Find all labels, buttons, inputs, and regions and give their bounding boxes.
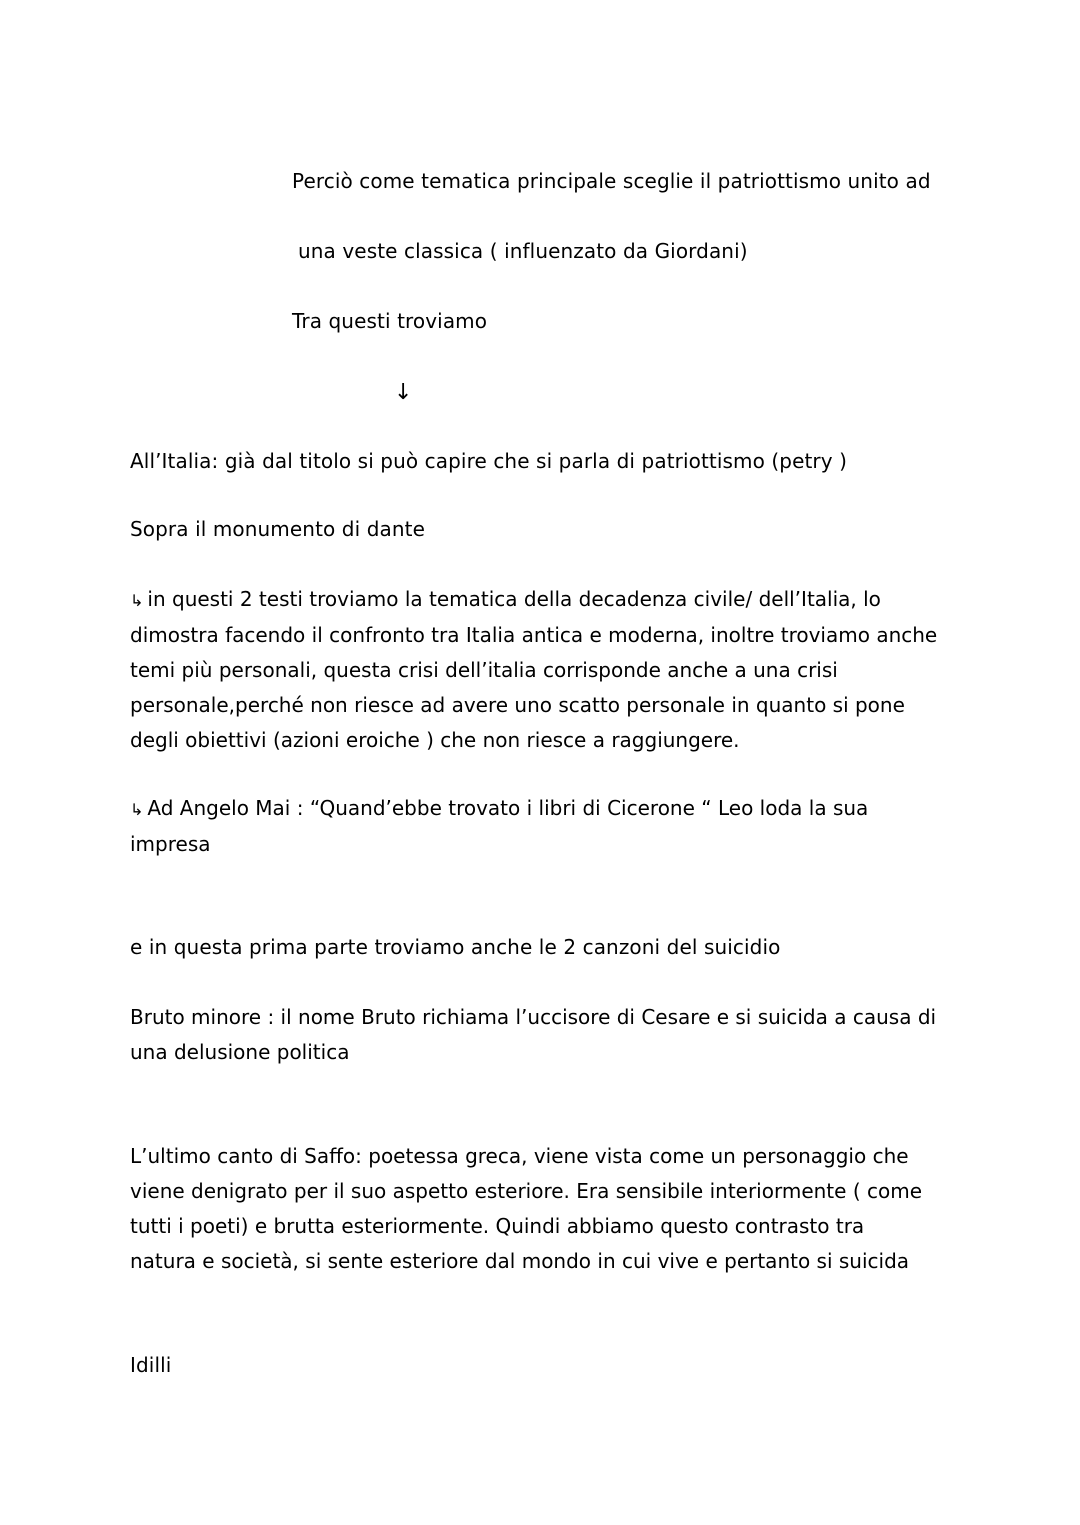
all-italia-line: All’Italia: già dal titolo si può capire che si parla di patriottismo (petry ) [130, 449, 848, 473]
decadenza-text: in questi 2 testi troviamo la tematica della decadenza civile/ dell’Italia, lo dimostra facendo il confronto tra Italia antica e moderna, inoltre troviamo anche temi più personali, questa crisi dell’italia corrisponde anche a una crisi personale,perché non riesce ad avere uno scatto personale in quanto si pone degli obiettivi (azioni eroiche ) che non riesce a raggiungere. [130, 587, 938, 752]
intro-line-3: Tra questi troviamo [292, 309, 488, 333]
idilli-heading: Idilli [130, 1353, 172, 1377]
intro-line-2: una veste classica ( influenzato da Giordani) [298, 239, 748, 263]
angelo-mai-text: Ad Angelo Mai : “Quand’ebbe trovato i libri di Cicerone “ Leo loda la sua impresa [130, 796, 869, 856]
intro-line-1: Perciò come tematica principale sceglie il patriottismo unito ad [292, 169, 931, 193]
bullet-arrow-icon: ↳ [130, 591, 144, 610]
bruto-paragraph: Bruto minore : il nome Bruto richiama l’uccisore di Cesare e si suicida a causa di una delusione politica [130, 1005, 937, 1064]
saffo-paragraph: L’ultimo canto di Saffo: poetessa greca, viene vista come un personaggio che viene denigrato per il suo aspetto esteriore. Era sensibile interiormente ( come tutti i poeti) e brutta esteriormente. Quindi abbiamo questo contrasto tra natura e società, si sente esteriore dal mondo in cui vive e pertanto si suicida [130, 1144, 922, 1273]
angelo-mai-paragraph [130, 791, 910, 862]
bullet-arrow-icon: ↳ [130, 800, 144, 819]
down-arrow-icon: ↓ [394, 380, 413, 405]
suicidio-line: e in questa prima parte troviamo anche le 2 canzoni del suicidio [130, 935, 781, 959]
sopra-monumento-line: Sopra il monumento di dante [130, 517, 425, 541]
decadenza-paragraph [130, 582, 960, 758]
